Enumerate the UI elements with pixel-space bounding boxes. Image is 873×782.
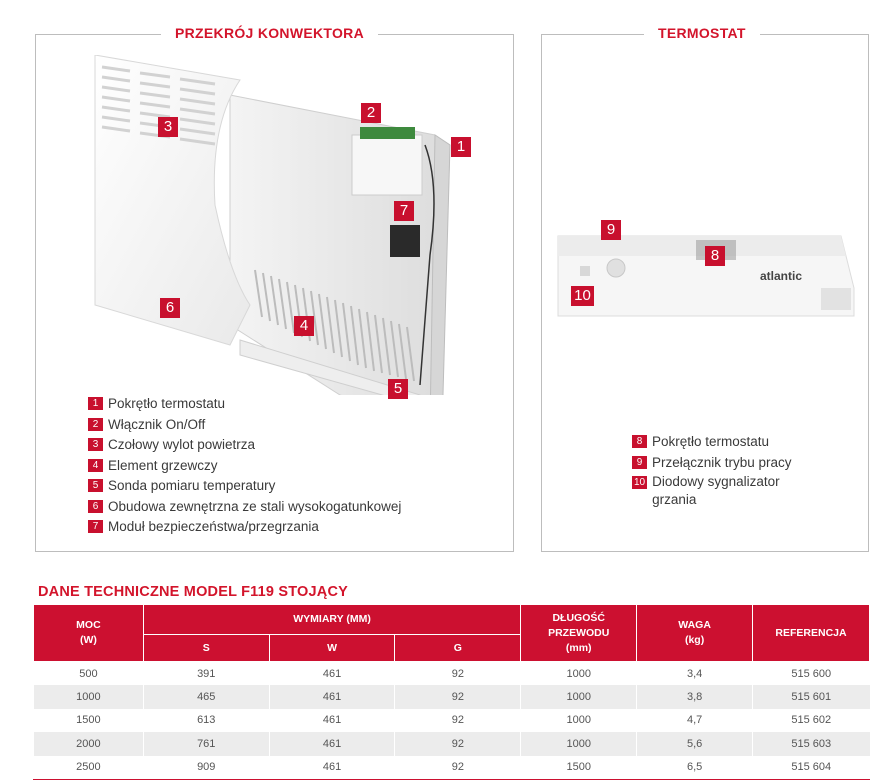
legend-item [632, 432, 857, 453]
legend-label: Element grzewczy [108, 457, 218, 473]
cell-dlugosc: 1000 [521, 662, 637, 686]
cell-g: 92 [395, 709, 521, 733]
cell-moc: 1000 [34, 685, 144, 709]
table-row [34, 732, 870, 756]
cell-referencja: 515 603 [753, 732, 870, 756]
cell-g: 92 [395, 732, 521, 756]
legend-label: Sonda pomiaru temperatury [108, 478, 276, 493]
legend-number: 5 [88, 479, 103, 492]
header-w: W [269, 635, 395, 662]
header-moc [34, 605, 144, 662]
cell-g: 92 [395, 756, 521, 780]
legend-item [88, 476, 401, 497]
legend-number: 7 [88, 520, 103, 533]
legend-number: 2 [88, 418, 103, 431]
legend-number: 4 [88, 459, 103, 472]
legend-number: 8 [632, 435, 647, 448]
cell-waga: 5,6 [637, 732, 753, 756]
cell-s: 761 [143, 732, 269, 756]
cell-g: 92 [395, 662, 521, 686]
table-row [34, 685, 870, 709]
cell-s: 465 [143, 685, 269, 709]
legend-item [632, 453, 857, 474]
legend-number: 6 [88, 500, 103, 513]
cell-waga: 3,8 [637, 685, 753, 709]
legend-label: Moduł bezpieczeństwa/przegrzania [108, 519, 319, 534]
cell-waga: 6,5 [637, 756, 753, 780]
spec-heading: DANE TECHNICZNE MODEL F119 STOJĄCY [38, 584, 349, 600]
legend-label: Przełącznik trybu pracy [652, 454, 792, 470]
cell-dlugosc: 1500 [521, 756, 637, 780]
header-dlugosc-line3: (mm) [565, 641, 592, 654]
callout-8: 8 [705, 246, 725, 266]
cell-s: 909 [143, 756, 269, 780]
header-dlugosc [521, 605, 637, 662]
header-waga [637, 605, 753, 662]
header-waga-label: WAGA [678, 619, 711, 631]
callout-4: 4 [294, 316, 314, 336]
table-row [34, 709, 870, 733]
thermostat-illustration [556, 228, 856, 318]
legend-label: Pokrętło termostatu [652, 434, 770, 449]
legend-number: 9 [632, 456, 647, 469]
cell-waga: 4,7 [637, 709, 753, 733]
brand-logo: atlantic [760, 269, 803, 283]
cell-g: 92 [395, 685, 521, 709]
callout-7: 7 [394, 201, 414, 221]
legend-number: 1 [88, 397, 103, 410]
legend-item [88, 497, 401, 518]
callout-6: 6 [160, 298, 180, 318]
legend-item [88, 456, 401, 477]
legend-number: 10 [634, 477, 646, 488]
legend-number: 3 [88, 438, 103, 451]
legend-label: Włącznik On/Off [108, 416, 206, 432]
header-dlugosc-line2: PRZEWODU [548, 626, 610, 639]
table-row [34, 756, 870, 780]
table-row [34, 662, 870, 686]
thermostat-title: TERMOSTAT [644, 25, 760, 41]
cell-moc: 2500 [34, 756, 144, 780]
cell-dlugosc: 1000 [521, 732, 637, 756]
callout-2: 2 [361, 103, 381, 123]
cell-s: 391 [143, 662, 269, 686]
cross-section-title: PRZEKRÓJ KONWEKTORA [161, 25, 378, 41]
cell-waga: 3,4 [637, 662, 753, 686]
cell-w: 461 [269, 662, 395, 686]
cell-referencja: 515 601 [753, 685, 870, 709]
legend-item [632, 473, 857, 509]
cell-referencja: 515 602 [753, 709, 870, 733]
thermostat-legend [632, 432, 857, 509]
legend-item [88, 435, 401, 456]
cell-s: 613 [143, 709, 269, 733]
cell-referencja: 515 600 [753, 662, 870, 686]
header-moc-label: MOC [76, 619, 101, 631]
header-moc-unit: (W) [79, 634, 97, 646]
callout-5: 5 [388, 379, 408, 399]
legend-label: Pokrętło termostatu [108, 396, 226, 411]
cell-moc: 1500 [34, 709, 144, 733]
legend-item [88, 517, 401, 538]
header-s: S [143, 635, 269, 662]
callout-10: 10 [571, 286, 594, 306]
cell-moc: 2000 [34, 732, 144, 756]
cell-referencja: 515 604 [753, 756, 870, 780]
legend-item [88, 394, 401, 415]
legend-label: Obudowa zewnętrzna ze stali wysokogatunkowej [108, 498, 402, 514]
header-waga-unit: (kg) [684, 634, 705, 646]
convector-illustration [90, 55, 470, 395]
callout-9: 9 [601, 220, 621, 240]
cell-dlugosc: 1000 [521, 709, 637, 733]
cell-moc: 500 [34, 662, 144, 686]
legend-label: Diodowy sygnalizator grzania [652, 474, 780, 507]
header-dlugosc-line1: DŁUGOŚĆ [552, 611, 605, 624]
header-referencja: REFERENCJA [753, 605, 870, 662]
cell-dlugosc: 1000 [521, 685, 637, 709]
spec-table [33, 604, 870, 780]
cell-w: 461 [269, 685, 395, 709]
callout-1: 1 [451, 137, 471, 157]
cell-w: 461 [269, 756, 395, 780]
callout-3: 3 [158, 117, 178, 137]
legend-item [88, 415, 401, 436]
cell-w: 461 [269, 709, 395, 733]
header-wymiary: WYMIARY (MM) [143, 605, 520, 635]
cross-section-legend [88, 394, 401, 538]
cell-w: 461 [269, 732, 395, 756]
legend-label: Czołowy wylot powietrza [108, 437, 256, 452]
header-g: G [395, 635, 521, 662]
